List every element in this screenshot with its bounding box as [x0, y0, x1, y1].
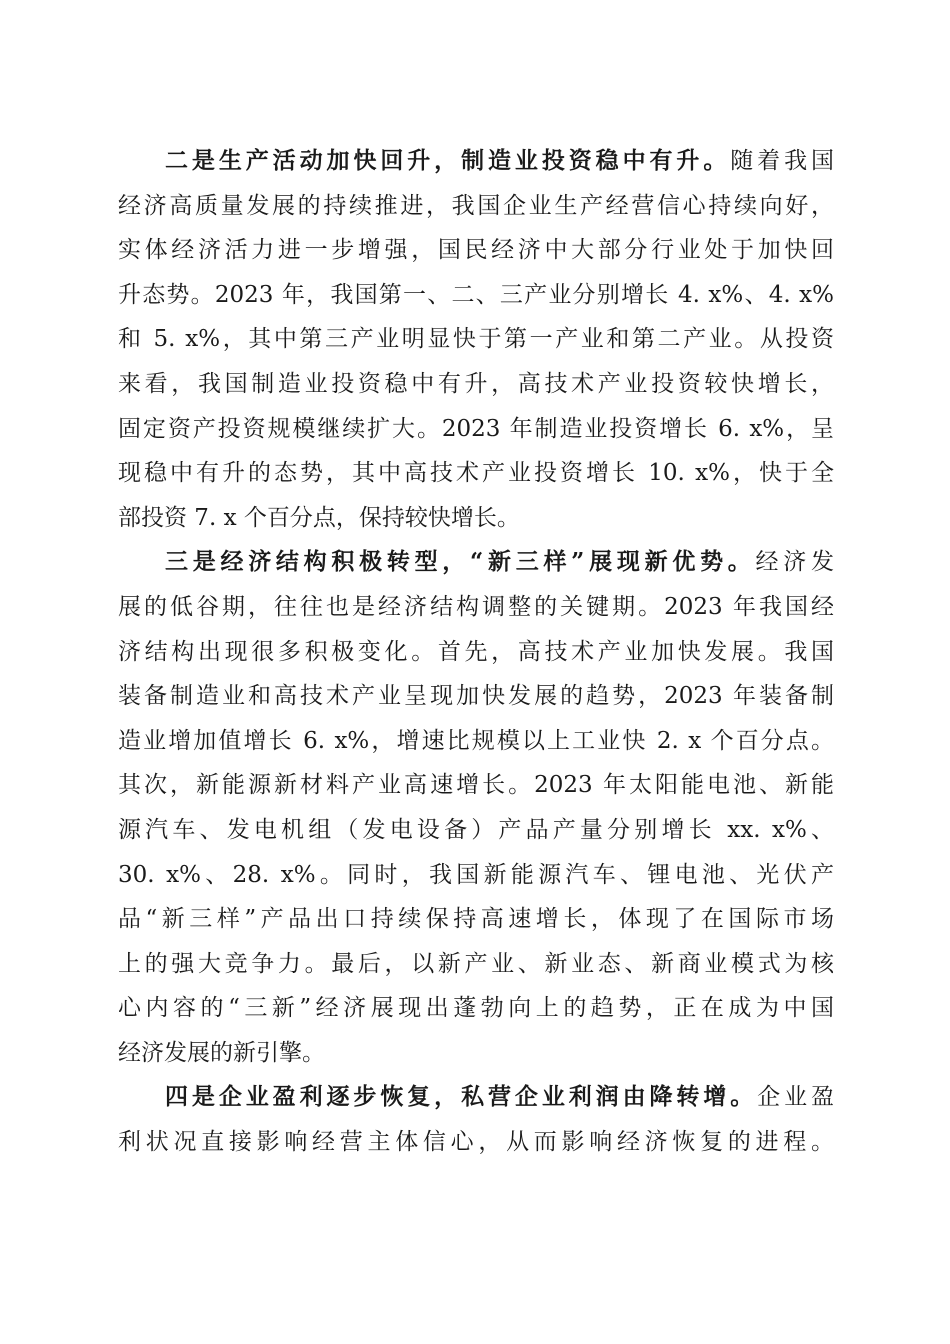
paragraph-text: 经济发: [755, 549, 834, 576]
document-page: [118, 139, 834, 1165]
paragraph-line: 心内容的“三新”经济展现出蓬勃向上的趋势，正在成为中国: [118, 995, 834, 1022]
paragraph-line: 固定资产投资规模继续扩大。2023 年制造业投资增长 6. x%，呈: [118, 415, 834, 442]
paragraph-line: 装备制造业和高技术产业呈现加快发展的趋势，2023 年装备制: [118, 683, 834, 710]
paragraph-production: [118, 139, 834, 540]
paragraph-line: 上的强大竞争力。最后，以新产业、新业态、新商业模式为核: [118, 950, 834, 977]
paragraph-first-line: [118, 139, 834, 184]
paragraph-line: 展的低谷期，往往也是经济结构调整的关键期。2023 年我国经: [118, 593, 834, 620]
paragraph-structure: [118, 540, 834, 1075]
paragraph-heading: 四是企业盈利逐步恢复，私营企业利润由降转增。: [165, 1083, 758, 1111]
paragraph-line: 现稳中有升的态势，其中高技术产业投资增长 10. x%，快于全: [118, 460, 834, 487]
paragraph-line: 来看，我国制造业投资稳中有升，高技术产业投资较快增长，: [118, 370, 834, 397]
paragraph-last-line: 部投资 7. x 个百分点，保持较快增长。: [118, 504, 520, 531]
paragraph-first-line: [118, 1075, 834, 1120]
paragraph-line: 造业增加值增长 6. x%，增速比规模以上工业快 2. x 个百分点。: [118, 727, 834, 754]
paragraph-line: 经济高质量发展的持续推进，我国企业生产经营信心持续向好，: [118, 192, 834, 219]
paragraph-heading: 二是生产活动加快回升，制造业投资稳中有升。: [165, 147, 731, 174]
paragraph-line: 源汽车、发电机组（发电设备）产品产量分别增长 xx. x%、: [118, 816, 834, 843]
paragraph-line: 利状况直接影响经营主体信心，从而影响经济恢复的进程。: [118, 1129, 834, 1156]
paragraph-line: 济结构出现很多积极变化。首先，高技术产业加快发展。我国: [118, 638, 834, 665]
paragraph-first-line: [118, 540, 834, 585]
paragraph-heading: 三是经济结构积极转型，“新三样”展现新优势。: [165, 548, 756, 576]
paragraph-last-line: 经济发展的新引擎。: [118, 1039, 325, 1066]
paragraph-line: 和 5. x%，其中第三产业明显快于第一产业和第二产业。从投资: [118, 326, 834, 353]
paragraph-profits: [118, 1075, 834, 1164]
paragraph-text: 随着我国: [730, 148, 835, 174]
paragraph-line: 品“新三样”产品出口持续保持高速增长，体现了在国际市场: [118, 906, 834, 933]
paragraph-line: 实体经济活力进一步增强，国民经济中大部分行业处于加快回: [118, 237, 834, 264]
paragraph-line: 升态势。2023 年，我国第一、二、三产业分别增长 4. x%、4. x%: [118, 281, 834, 308]
paragraph-text: 企业盈: [757, 1084, 835, 1111]
paragraph-line: 其次，新能源新材料产业高速增长。2023 年太阳能电池、新能: [118, 772, 834, 799]
paragraph-line: 30. x%、28. x%。同时，我国新能源汽车、锂电池、光伏产: [118, 861, 834, 888]
